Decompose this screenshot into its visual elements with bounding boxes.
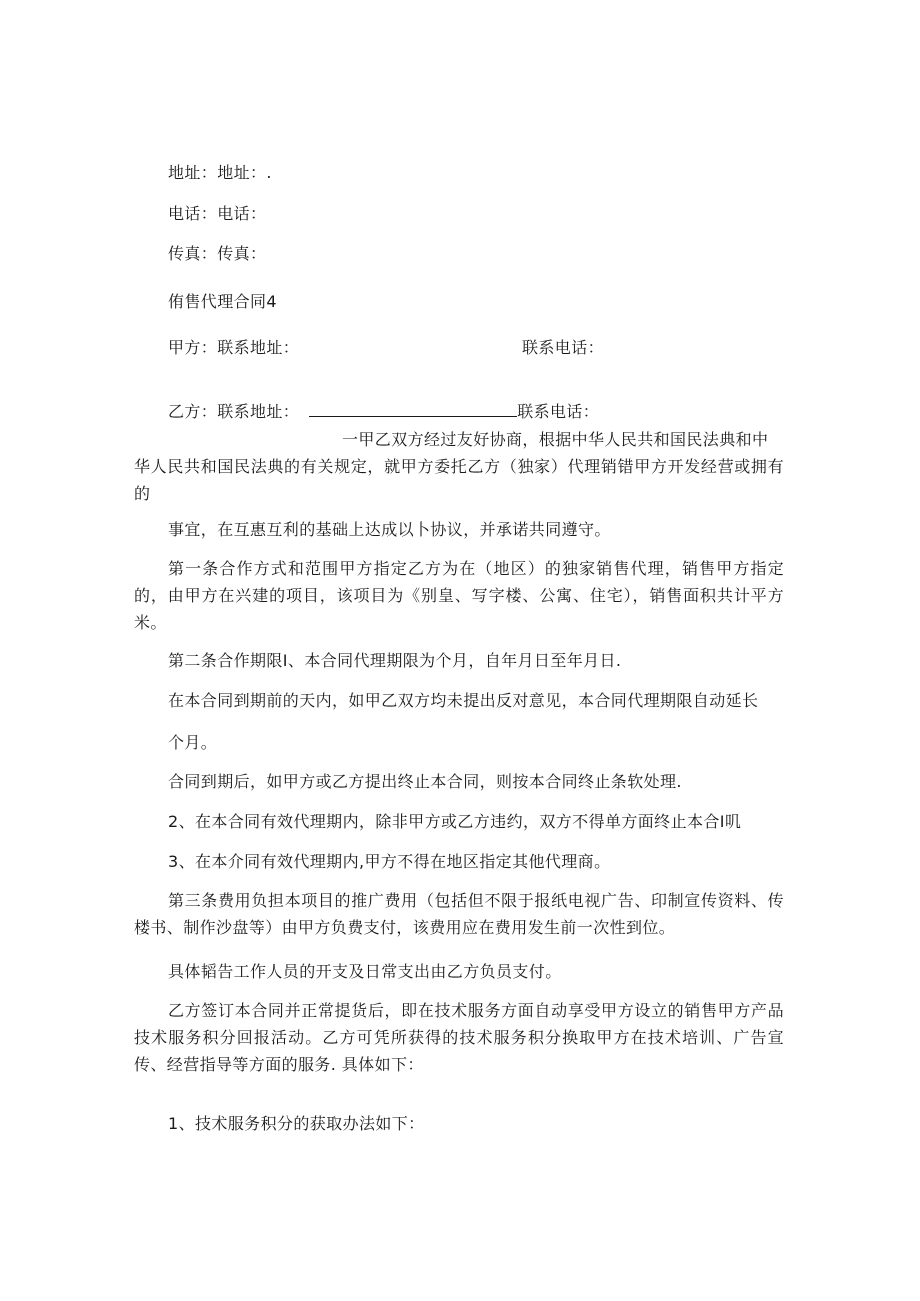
contract-title: 侑售代理合同4 xyxy=(168,292,277,311)
item-3-paragraph: 3、在本介同有效代理期内,甲方不得在地区指定其他代理商。 xyxy=(168,852,611,871)
item-2-paragraph: 2、在本合同有效代理期内，除非甲方或乙方违约，双方不得单方面终止本合Ⅰ叽 xyxy=(168,812,742,831)
phone-line: 电话：电话： xyxy=(168,204,267,223)
preamble-continuation: 华人民共和国民法典的有关规定，就甲方委托乙方（独家）代理销错甲方开发经营或拥有的 xyxy=(134,457,784,503)
party-a-address-label: 甲方：联系地址： xyxy=(168,338,300,357)
article-3-paragraph: 第三条费用负担本项目的推广费用（包括但不限于报纸电视广告、印制宣传资料、传楼书、制作沙盘等）由甲方负费支付，该费用应在费用发生前一次性到位。 xyxy=(134,891,784,937)
points-heading: 1、技术服务积分的获取办法如下： xyxy=(168,1114,425,1133)
party-b-address-label: 乙方：联系地址： xyxy=(168,402,300,421)
party-b-line xyxy=(168,402,599,422)
party-b-phone-label: 联系电话： xyxy=(517,402,600,421)
article-2-paragraph: 第二条合作期限Ⅰ、本合同代理期限为个月，自年月日至年月日. xyxy=(168,651,622,670)
extension-paragraph: 在本合同到期前的天内，如甲乙双方均未提出反对意见，本合同代理期限自动延长 xyxy=(168,691,759,710)
preamble-first-line: 一甲乙双方经过友好协商，根据中华人民共和国民法典和中 xyxy=(342,430,769,449)
article-1-paragraph: 第一条合作方式和范围甲方指定乙方为在（地区）的独家销售代理，销售甲方指定的，由甲方在兴建的项目，该项目为《别皇、写字楼、公寓、住宅），销售面积共计平方米。 xyxy=(134,559,784,632)
technical-service-paragraph: 乙方签订本合同并正常提货后，即在技术服务方面自动享受甲方设立的销售甲方产品技术服务积分回报活动。乙方可凭所获得的技术服务积分换取甲方在技术培训、广告宣传、经营指导等方面的服务. 具体如下： xyxy=(134,1001,784,1074)
address-line: 地址：地址：. xyxy=(168,163,272,182)
agreement-paragraph: 事宜，在互惠互利的基础上达成以卜协议，并承诺共同遵守。 xyxy=(168,520,611,539)
staff-expense-paragraph: 具体韬告工作人员的开支及日常支出由乙方负员支付。 xyxy=(168,962,562,981)
party-a-phone-label: 联系电话： xyxy=(522,338,605,357)
months-paragraph: 个月。 xyxy=(168,733,218,752)
fax-line: 传真：传真： xyxy=(168,244,267,263)
expiry-paragraph: 合同到期后，如甲方或乙方提出终止本合同，则按本合同终止条软处理. xyxy=(168,772,682,791)
address-blank-line xyxy=(309,402,517,417)
